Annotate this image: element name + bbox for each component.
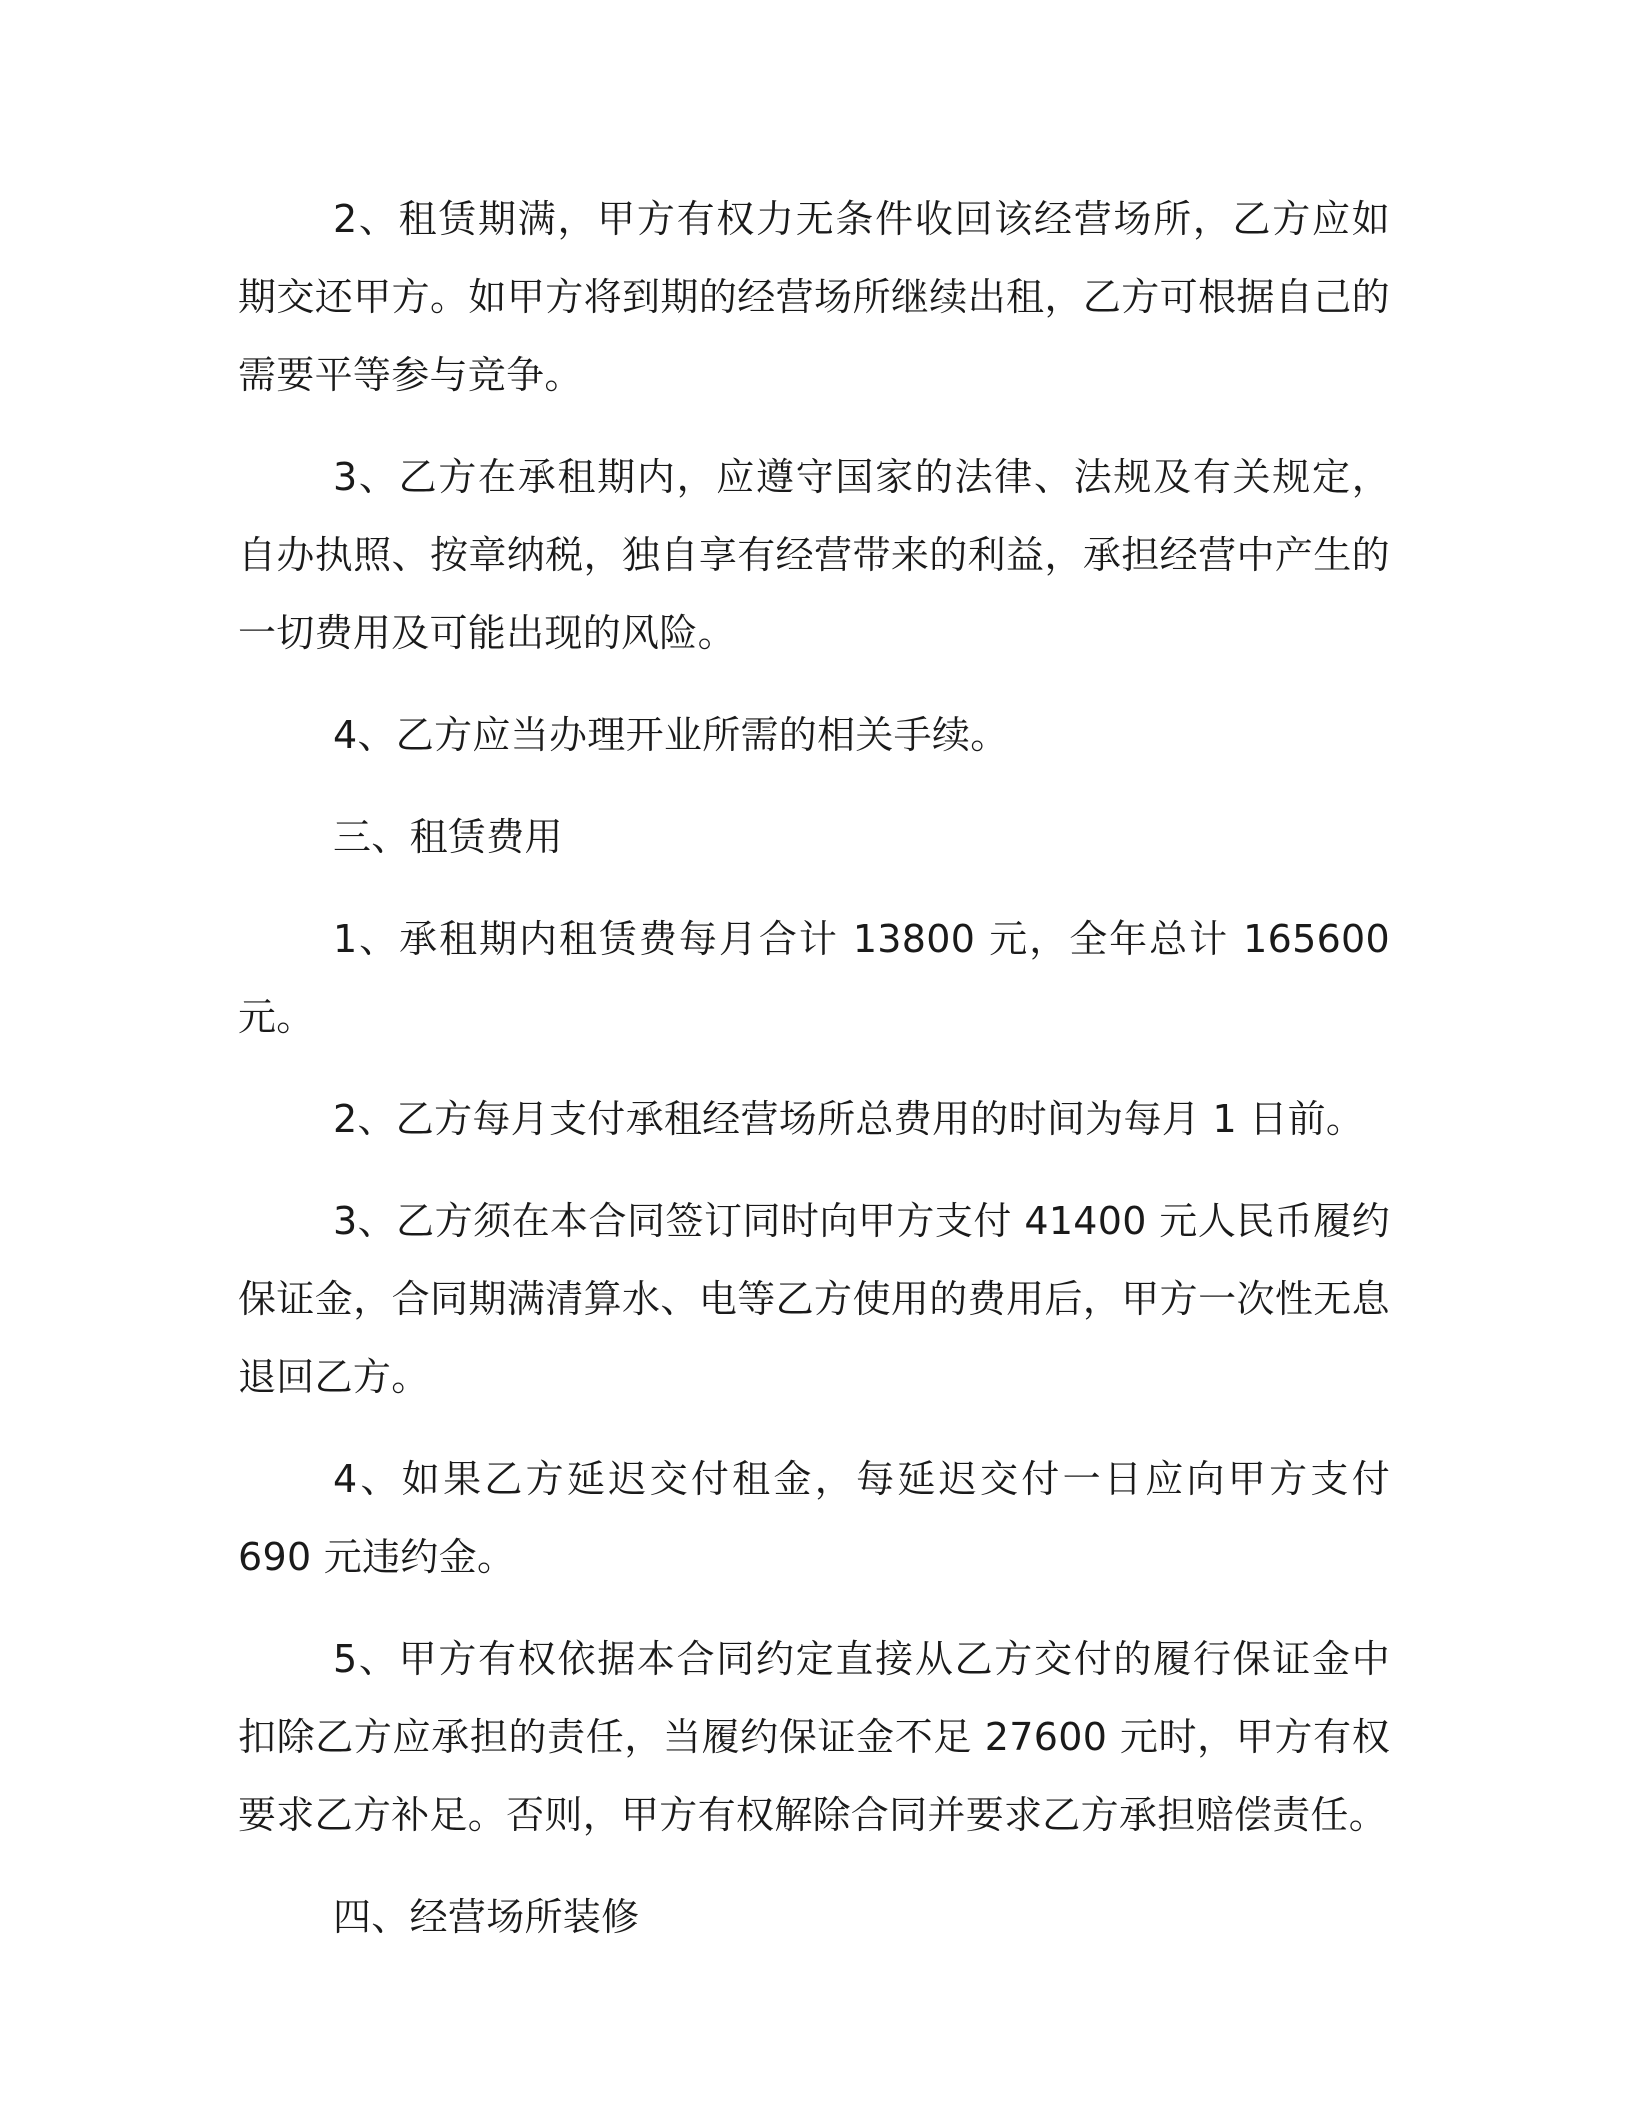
document-body xyxy=(238,180,1390,1980)
rent-clause-5: 5、甲方有权依据本合同约定直接从乙方交付的履行保证金中扣除乙方应承担的责任，当履约保证金不足 27600 元时，甲方有权要求乙方补足。否则，甲方有权解除合同并要求乙方承担赔偿责任。 xyxy=(238,1637,1390,1837)
section-heading-renovation: 四、经营场所装修 xyxy=(333,1895,640,1939)
rent-clause-2: 2、乙方每月支付承租经营场所总费用的时间为每月 1 日前。 xyxy=(333,1097,1365,1141)
clause-2-lease-expiry: 2、租赁期满，甲方有权力无条件收回该经营场所，乙方应如期交还甲方。如甲方将到期的经营场所继续出租，乙方可根据自己的需要平等参与竞争。 xyxy=(238,197,1390,397)
clause-3-compliance: 3、乙方在承租期内，应遵守国家的法律、法规及有关规定，自办执照、按章纳税，独自享有经营带来的利益，承担经营中产生的一切费用及可能出现的风险。 xyxy=(238,455,1390,655)
rent-clause-1: 1、承租期内租赁费每月合计 13800 元，全年总计 165600 元。 xyxy=(238,917,1390,1039)
clause-4-procedures: 4、乙方应当办理开业所需的相关手续。 xyxy=(333,713,1009,757)
rent-clause-3: 3、乙方须在本合同签订同时向甲方支付 41400 元人民币履约保证金，合同期满清算水、电等乙方使用的费用后，甲方一次性无息退回乙方。 xyxy=(238,1199,1390,1399)
rent-clause-4: 4、如果乙方延迟交付租金，每延迟交付一日应向甲方支付 690 元违约金。 xyxy=(238,1457,1390,1579)
section-heading-rent: 三、租赁费用 xyxy=(333,815,563,859)
